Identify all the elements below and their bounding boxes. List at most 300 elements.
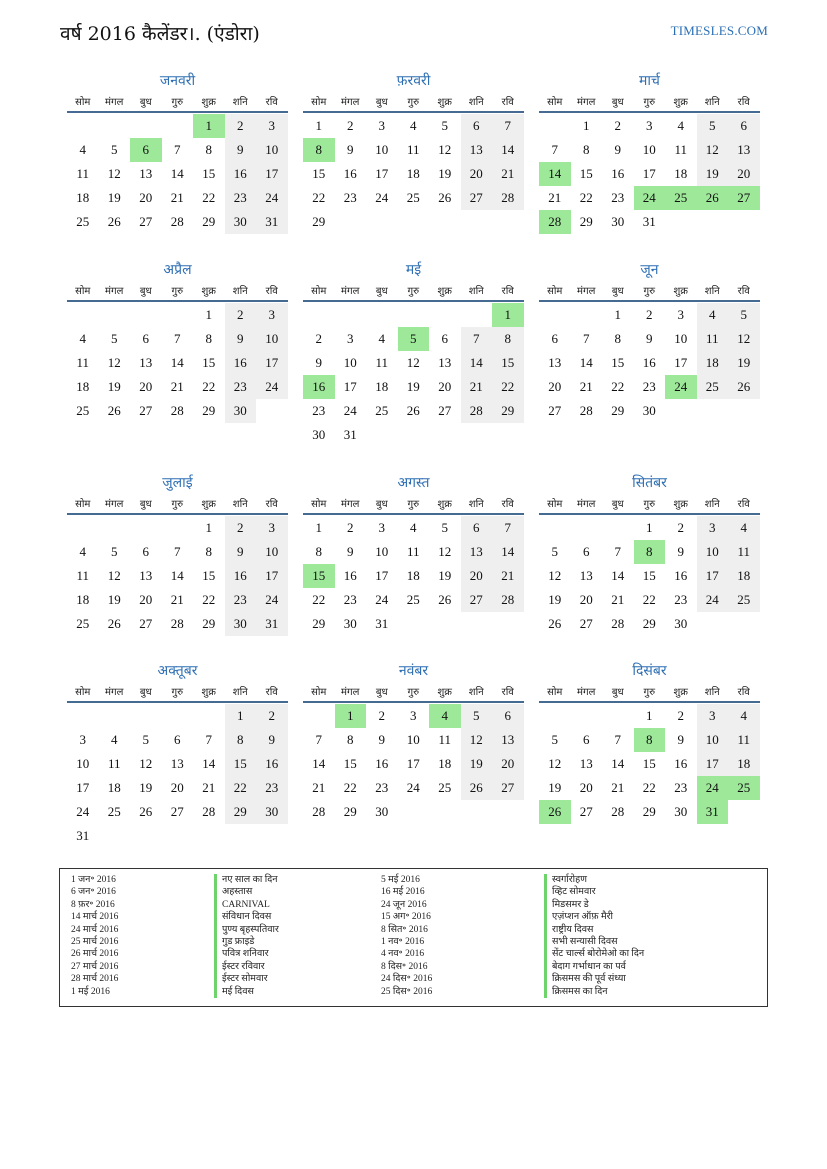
day-cell: 26 [406,403,420,418]
day-cell: 20 [461,564,493,588]
day-cell: 7 [614,732,621,747]
day-cell: 7 [551,142,558,157]
empty-cell [539,303,571,327]
day-cell: 30 [642,403,656,418]
day-cell: 17 [642,166,656,181]
day-grid [67,114,288,234]
day-cell: 23 [312,403,326,418]
day-cell: 8 [583,142,590,157]
day-cell: 25 [665,186,697,210]
day-cell: 6 [583,544,590,559]
legend-holiday-name: CARNIVAL [214,899,279,911]
day-cell: 27 [139,214,153,229]
day-cell: 8 [205,142,212,157]
day-cell: 22 [611,379,625,394]
weekday-label: बुध [611,97,624,108]
day-cell: 16 [343,166,357,181]
day-cell: 11 [107,756,121,771]
day-cell: 18 [728,564,760,588]
weekday-label: मंगल [105,499,124,510]
legend-date: 4 नव॰ 2016 [381,949,425,960]
legend-date: 6 जन॰ 2016 [71,887,116,898]
day-cell: 2 [225,303,257,327]
day-cell: 29 [202,616,216,631]
legend-date: 16 मई 2016 [381,887,425,898]
day-cell: 9 [646,331,653,346]
day-cell: 24 [665,375,697,399]
day-cell: 30 [225,210,257,234]
day-cell: 25 [406,190,420,205]
legend-holiday-name: क्रिसमस का दिन [544,986,644,998]
day-cell: 7 [461,327,493,351]
weekday-label: सोम [547,687,563,698]
weekday-label: सोम [547,97,563,108]
month-block [67,261,288,423]
day-grid [303,704,524,824]
day-cell: 19 [728,351,760,375]
day-cell: 28 [170,403,184,418]
empty-cell [99,516,131,540]
day-cell: 20 [170,780,184,795]
day-cell: 5 [111,544,118,559]
day-cell: 14 [461,351,493,375]
site-link[interactable]: TIMESLES.COM [670,23,768,38]
day-cell: 29 [202,214,216,229]
day-cell: 4 [79,142,86,157]
day-cell: 8 [347,732,354,747]
day-cell: 15 [202,166,216,181]
day-cell: 22 [642,780,656,795]
day-cell: 10 [697,728,729,752]
day-cell: 10 [375,142,389,157]
day-cell: 25 [107,804,121,819]
day-cell: 20 [139,592,153,607]
day-cell: 24 [256,186,288,210]
day-cell: 19 [107,592,121,607]
day-cell: 23 [256,776,288,800]
day-cell: 16 [611,166,625,181]
day-cell: 26 [697,186,729,210]
day-cell: 27 [579,616,593,631]
day-cell: 21 [492,162,524,186]
empty-cell [99,704,131,728]
day-cell: 7 [205,732,212,747]
day-cell: 16 [256,752,288,776]
day-cell: 27 [728,186,760,210]
day-cell: 11 [697,327,729,351]
legend-dates-left [71,874,118,998]
day-cell: 4 [79,544,86,559]
weekday-header [303,684,524,703]
day-cell: 5 [111,331,118,346]
legend-date: 25 दिस॰ 2016 [381,986,433,997]
day-cell: 27 [461,588,493,612]
day-cell: 3 [79,732,86,747]
day-cell: 20 [728,162,760,186]
empty-cell [429,303,461,327]
day-cell: 16 [225,162,257,186]
day-cell: 30 [225,612,257,636]
weekday-label: मंगल [341,286,360,297]
legend-holiday-name: पवित्र शनिवार [214,948,279,960]
empty-cell [162,516,194,540]
day-cell: 26 [548,616,562,631]
weekday-label: शनि [704,687,720,698]
weekday-label: रवि [501,97,514,108]
day-cell: 2 [677,708,684,723]
weekday-label: रवि [501,499,514,510]
legend-holiday-name: पुण्य बृहस्पतिवार [214,924,279,936]
weekday-label: मंगल [577,97,596,108]
day-cell: 23 [611,190,625,205]
day-cell: 28 [579,403,593,418]
weekday-label: शुक्र [437,687,452,698]
day-cell: 21 [611,780,625,795]
day-cell: 1 [583,118,590,133]
month-block [303,261,524,447]
day-cell: 6 [174,732,181,747]
legend-holiday-name: संविधान दिवस [214,911,279,923]
day-cell: 11 [674,142,688,157]
day-cell: 16 [375,756,389,771]
empty-cell [602,516,634,540]
day-cell: 4 [111,732,118,747]
day-cell: 2 [225,114,257,138]
day-cell: 5 [551,544,558,559]
weekday-label: मंगल [341,97,360,108]
legend-holiday-name: गुड फ्राइडे [214,936,279,948]
weekday-label: रवि [265,687,278,698]
weekday-label: रवि [737,286,750,297]
day-cell: 31 [256,612,288,636]
day-cell: 12 [406,355,420,370]
weekday-label: गुरु [171,286,184,297]
legend-holiday-name: क्रिसमस की पूर्व संध्या [544,973,644,985]
day-cell: 28 [611,616,625,631]
day-cell: 14 [539,162,571,186]
day-cell: 20 [492,752,524,776]
legend-holiday-name: मई दिवस [214,986,279,998]
weekday-label: गुरु [171,687,184,698]
weekday-label: सोम [75,286,91,297]
day-cell: 8 [225,728,257,752]
empty-cell [366,303,398,327]
day-cell: 6 [583,732,590,747]
day-cell: 9 [225,327,257,351]
day-cell: 29 [312,616,326,631]
weekday-label: रवि [265,286,278,297]
weekday-label: बुध [611,499,624,510]
day-cell: 20 [548,379,562,394]
day-cell: 17 [256,162,288,186]
weekday-label: सोम [311,286,327,297]
day-cell: 28 [202,804,216,819]
day-cell: 26 [438,190,452,205]
day-cell: 5 [697,114,729,138]
weekday-label: गुरु [171,97,184,108]
day-cell: 28 [170,214,184,229]
day-cell: 10 [697,540,729,564]
day-cell: 15 [343,756,357,771]
day-cell: 3 [677,307,684,322]
day-cell: 3 [256,114,288,138]
legend-holiday-name: स्वर्गारोहण [544,874,644,886]
day-cell: 4 [410,118,417,133]
day-cell: 31 [642,214,656,229]
day-cell: 13 [548,355,562,370]
day-cell: 4 [429,704,461,728]
day-cell: 28 [492,186,524,210]
day-cell: 10 [674,331,688,346]
day-cell: 16 [225,564,257,588]
day-cell: 18 [76,190,90,205]
empty-cell [130,704,162,728]
weekday-label: गुरु [643,97,656,108]
day-grid [539,704,760,824]
legend-date: 26 मार्च 2016 [71,949,119,960]
day-cell: 19 [461,752,493,776]
weekday-label: मंगल [341,499,360,510]
day-cell: 28 [461,399,493,423]
day-cell: 30 [674,616,688,631]
weekday-label: शुक्र [201,97,216,108]
empty-cell [539,704,571,728]
day-cell: 8 [315,544,322,559]
weekday-label: सोम [75,687,91,698]
day-cell: 4 [697,303,729,327]
weekday-label: सोम [311,687,327,698]
day-cell: 27 [438,403,452,418]
day-cell: 22 [579,190,593,205]
month-block [67,662,288,848]
empty-cell [303,303,335,327]
day-cell: 9 [677,544,684,559]
legend-holiday-name: राष्ट्रीय दिवस [544,924,644,936]
day-cell: 22 [225,776,257,800]
day-cell: 12 [548,756,562,771]
weekday-label: गुरु [171,499,184,510]
day-cell: 5 [398,327,430,351]
weekday-label: मंगल [105,97,124,108]
month-name: अक्तूबर [157,663,198,679]
weekday-label: रवि [501,687,514,698]
day-cell: 11 [438,732,452,747]
day-cell: 9 [614,142,621,157]
weekday-header [67,496,288,515]
day-cell: 16 [225,351,257,375]
day-cell: 10 [343,355,357,370]
day-cell: 7 [492,114,524,138]
day-cell: 19 [548,780,562,795]
day-cell: 1 [193,114,225,138]
day-cell: 7 [315,732,322,747]
day-grid [539,114,760,234]
month-name: मार्च [639,73,660,89]
legend-names-right [544,874,644,998]
day-cell: 2 [677,520,684,535]
day-cell: 30 [225,399,257,423]
day-cell: 6 [492,704,524,728]
day-cell: 24 [634,186,666,210]
day-cell: 1 [614,307,621,322]
day-cell: 22 [202,592,216,607]
weekday-label: शनि [704,286,720,297]
day-cell: 26 [107,214,121,229]
weekday-header [539,283,760,302]
day-cell: 21 [579,379,593,394]
day-cell: 24 [697,776,729,800]
weekday-label: शनि [468,97,484,108]
day-cell: 12 [697,138,729,162]
day-cell: 13 [438,355,452,370]
day-cell: 9 [225,138,257,162]
weekday-label: मंगल [105,286,124,297]
day-cell: 3 [378,520,385,535]
day-cell: 23 [375,780,389,795]
day-cell: 7 [174,142,181,157]
day-grid [303,303,524,447]
day-cell: 18 [674,166,688,181]
day-cell: 2 [225,516,257,540]
day-cell: 21 [202,780,216,795]
day-cell: 18 [406,568,420,583]
day-cell: 26 [139,804,153,819]
day-cell: 23 [674,592,688,607]
day-cell: 25 [728,776,760,800]
day-cell: 10 [642,142,656,157]
day-cell: 2 [614,118,621,133]
month-name: नवंबर [398,663,429,679]
weekday-label: शनि [232,286,248,297]
day-cell: 24 [76,804,90,819]
weekday-label: शनि [232,97,248,108]
legend-date: 27 मार्च 2016 [71,961,119,972]
legend-holiday-name: एज़ंप्शन ऑफ़ मैरी [544,911,644,923]
empty-cell [67,114,99,138]
weekday-header [539,496,760,515]
day-cell: 19 [548,592,562,607]
month-block [303,662,524,824]
day-cell: 10 [406,732,420,747]
day-cell: 12 [107,166,121,181]
empty-cell [539,114,571,138]
month-name: अप्रैल [163,262,192,278]
day-cell: 2 [378,708,385,723]
weekday-label: रवि [737,97,750,108]
day-cell: 23 [343,190,357,205]
day-cell: 20 [139,379,153,394]
legend-holiday-name: ईस्टर सोमवार [214,973,279,985]
day-cell: 18 [406,166,420,181]
legend-date: 14 मार्च 2016 [71,912,119,923]
day-cell: 4 [79,331,86,346]
month-name: मई [405,262,422,278]
day-cell: 27 [170,804,184,819]
legend-date: 28 मार्च 2016 [71,974,119,985]
day-cell: 12 [461,728,493,752]
legend-holiday-name: ईस्टर रविवार [214,961,279,973]
day-cell: 16 [674,756,688,771]
day-cell: 6 [142,331,149,346]
day-cell: 16 [303,375,335,399]
day-cell: 31 [256,210,288,234]
day-grid [539,516,760,636]
day-cell: 15 [303,564,335,588]
day-cell: 19 [438,568,452,583]
month-name: सितंबर [632,475,667,491]
day-cell: 24 [406,780,420,795]
day-cell: 27 [548,403,562,418]
weekday-label: गुरु [407,97,420,108]
day-cell: 11 [406,544,420,559]
day-cell: 15 [312,166,326,181]
day-cell: 17 [256,351,288,375]
day-cell: 30 [343,616,357,631]
day-cell: 5 [441,118,448,133]
day-cell: 11 [76,355,90,370]
day-cell: 2 [347,520,354,535]
day-cell: 18 [375,379,389,394]
day-cell: 24 [343,403,357,418]
weekday-label: बुध [611,687,624,698]
empty-cell [335,303,367,327]
day-cell: 29 [642,616,656,631]
day-cell: 1 [315,520,322,535]
weekday-label: रवि [737,687,750,698]
day-cell: 10 [256,540,288,564]
day-cell: 29 [642,804,656,819]
day-cell: 9 [225,540,257,564]
day-cell: 1 [205,307,212,322]
day-cell: 22 [343,780,357,795]
empty-cell [162,704,194,728]
day-cell: 27 [139,403,153,418]
day-cell: 12 [548,568,562,583]
day-grid [67,516,288,636]
day-cell: 17 [697,564,729,588]
empty-cell [602,704,634,728]
empty-cell [193,704,225,728]
day-cell: 30 [674,804,688,819]
day-cell: 10 [256,138,288,162]
day-cell: 13 [579,568,593,583]
legend-date: 24 मार्च 2016 [71,924,119,935]
day-cell: 26 [107,403,121,418]
day-cell: 1 [646,520,653,535]
day-cell: 14 [312,756,326,771]
day-cell: 13 [461,540,493,564]
day-grid [67,704,288,848]
day-cell: 26 [728,375,760,399]
day-cell: 13 [492,728,524,752]
day-cell: 11 [728,540,760,564]
day-cell: 2 [347,118,354,133]
day-cell: 1 [335,704,367,728]
day-cell: 12 [139,756,153,771]
day-cell: 25 [697,375,729,399]
weekday-label: गुरु [407,499,420,510]
day-cell: 14 [492,138,524,162]
weekday-label: शुक्र [201,286,216,297]
day-cell: 4 [378,331,385,346]
day-cell: 14 [611,756,625,771]
day-cell: 9 [315,355,322,370]
day-cell: 26 [438,592,452,607]
legend-date: 24 जून 2016 [381,899,427,910]
day-cell: 26 [107,616,121,631]
weekday-label: रवि [501,286,514,297]
day-cell: 8 [492,327,524,351]
